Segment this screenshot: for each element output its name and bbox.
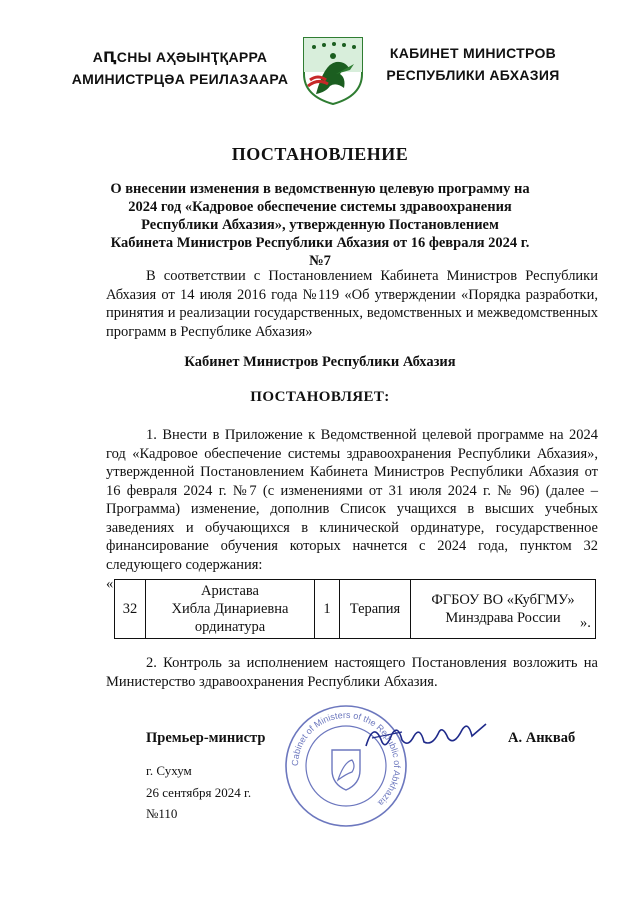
coat-of-arms-icon (300, 34, 366, 106)
issue-city: г. Сухум (146, 763, 192, 778)
header-right-line1: КАБИНЕТ МИНИСТРОВ (389, 45, 557, 61)
document-number: №110 (146, 806, 178, 821)
item-1-paragraph: 1. Внести в Приложение к Ведомственной целевой программе на 2024 год «Кадровое обеспечение системы здравоохранения Республики Абхазия», утвержденной Постановлением Кабинета Министров Республики Абхазия от 16 февраля 2024 г. №7 (с изменениями от 31 июля 2024 г. № 96) (далее – Программа) изменение, дополнив Список учащихся в высших учебных заведениях и обучающихся в клинической ординатуре, государственное финансирование обучения которых начнется с 2024 года, пунктом 32 следующего содержания: (106, 427, 598, 573)
student-surname: Аристава (201, 583, 259, 599)
quote-close: ». (580, 615, 591, 631)
institution-cell (411, 580, 596, 639)
specialty-cell: Терапия (340, 580, 411, 639)
handwritten-signature (362, 716, 490, 756)
inserted-row-table (114, 579, 596, 639)
issue-date: 26 сентября 2024 г. (146, 785, 252, 800)
count-cell: 1 (315, 580, 340, 639)
student-name-cell (146, 580, 315, 639)
header-left-line2: АМИНИСТРЦӘА РЕИЛАЗААРА (71, 71, 289, 87)
document-type-heading: ПОСТАНОВЛЕНИЕ (231, 144, 409, 164)
header-left-line1: АԤСНЫ АҲӘЫНҬҚАРРА (92, 49, 268, 65)
document-title: О внесении изменения в ведомственную целевую программу на 2024 год «Кадровое обеспечение системы здравоохранения Республики Абхазия», утвержденную Постановлением Кабинета Министров Республики Абхазия от 16 февраля 2024 г. №7 (110, 181, 530, 269)
seal-text: Cabinet of Ministers of the Republic of Abkhazia (289, 709, 403, 809)
table-row (115, 580, 596, 639)
cabinet-heading: Кабинет Министров Республики Абхазия (184, 354, 456, 370)
institution-ministry: Минздрава России (445, 610, 561, 626)
item-2-paragraph: 2. Контроль за исполнением настоящего Постановления возложить на Министерство здравоохранения Республики Абхазия. (106, 655, 598, 690)
student-given-name: Хибла Динариевна (171, 601, 289, 617)
institution-name: ФГБОУ ВО «КубГМУ» (431, 592, 575, 608)
row-number-cell: 32 (115, 580, 146, 639)
preamble-paragraph: В соответствии с Постановлением Кабинета Министров Республики Абхазия от 14 июля 2016 года №119 «Об утверждении «Порядка разработки, принятия и реализации государственных, ведомственных и межведомственных программ в Республике Абхазия» (106, 268, 598, 340)
quote-open: « (106, 576, 114, 592)
decrees-heading: ПОСТАНОВЛЯЕТ: (250, 389, 390, 405)
header-right-line2: РЕСПУБЛИКИ АБХАЗИЯ (386, 67, 560, 83)
header-right-block (368, 42, 578, 86)
signer-name: А. Анкваб (508, 730, 576, 746)
signer-title: Премьер-министр (146, 730, 266, 746)
study-type: ординатура (194, 619, 266, 635)
header-left-block (60, 46, 300, 90)
